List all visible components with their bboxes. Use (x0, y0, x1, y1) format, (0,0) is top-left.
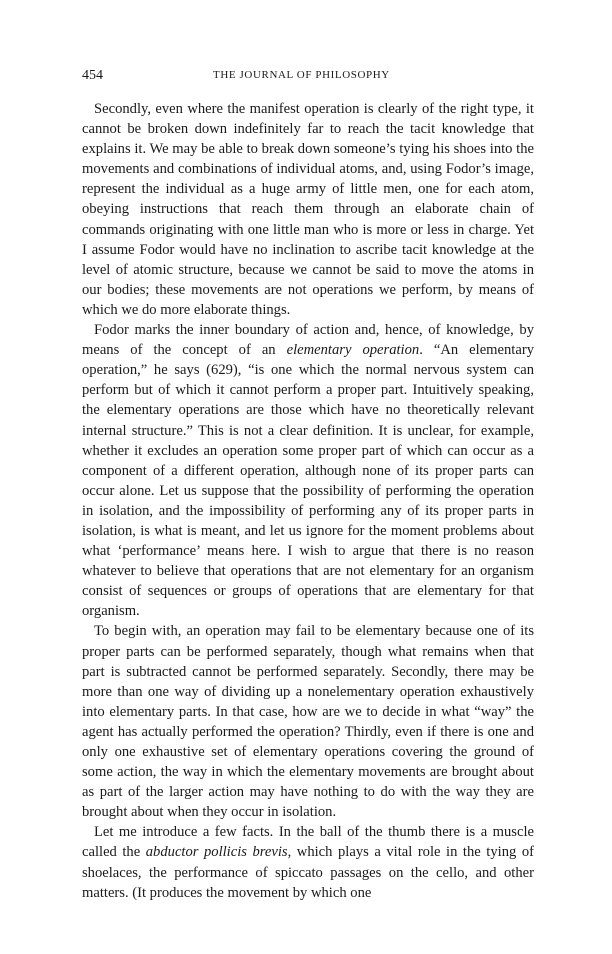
page-number: 454 (82, 68, 103, 83)
paragraph-4 (82, 822, 534, 902)
paragraph-3-text: To begin with, an operation may fail to be elementary because one of its proper parts can be performed separately, though what remains when that part is subtracted cannot be performed separately. Secondly, there may be more than one way of dividing up a nonelementary operation exhaustively into elementary parts. In that case, how are we to decide in what “way” the agent has actually performed the operation? Thirdly, even if there is one and only one exhaustive set of elementary operations covering the ground of some action, the way in which the elementary movements are brought about as part of the larger action may have nothing to do with the way they are brought about when they occur in isolation. (82, 623, 534, 821)
paragraph-4-text-a: Let me introduce a few facts. In the ball of the thumb there is a muscle called the (82, 824, 534, 861)
paragraph-1-text: Secondly, even where the manifest operation is clearly of the right type, it cannot be broken down indefinitely far to reach the tacit knowledge that explains it. We may be able to break down someone’s tying his shoes into the movements and combinations of individual atoms, and, using Fodor’s image, represent the individual as a huge army of little men, one for each atom, obeying instructions that reach them through an elaborate chain of commands originating with one little man who is more or less in charge. Yet I assume Fodor would have no inclination to ascribe tacit knowledge at the level of atomic structure, because we cannot be said to move the atoms in our bodies; these movements are not operations we perform, by means of which we do more elaborate things. (82, 101, 534, 318)
journal-title: THE JOURNAL OF PHILOSOPHY (213, 69, 390, 81)
emphasis-abductor-pollicis-brevis: abductor pollicis brevis (145, 844, 288, 861)
paragraph-2-text-b: . “An elementary operation,” he says (629), “is one which the normal nervous system can perform but of which it cannot perform a proper part. Intuitively speaking, the elementary operations are those which have no theoretically relevant internal structure.” This is not a clear definition. It is unclear, for example, whether it excludes an operation some proper part of which can occur as a component of a different operation, although none of its proper parts can occur alone. Let us suppose that the possibility of performing the operation in isolation, and the impossibility of performing any of its proper parts in isolation, is what is meant, and let us ignore for the moment problems about what ‘performance’ means here. I wish to argue that there is no reason whatever to believe that operations that are not elementary for an organism consist of sequences or groups of operations that are elementary for that organism. (82, 342, 534, 620)
paragraph-3 (82, 621, 534, 822)
running-head (82, 68, 534, 88)
paragraph-1 (82, 99, 534, 320)
paragraph-2-text-a: Fodor marks the inner boundary of action and, hence, of knowledge, by means of the concept of an (82, 322, 534, 359)
emphasis-elementary-operation: elementary operation (286, 342, 420, 359)
paragraph-4-text-b: , which plays a vital role in the tying of shoelaces, the performance of spiccato passages on the cello, and other matters. (It produces the movement by which one (82, 844, 534, 901)
body-text (82, 99, 534, 903)
paragraph-2 (82, 320, 534, 621)
journal-page (82, 68, 534, 903)
